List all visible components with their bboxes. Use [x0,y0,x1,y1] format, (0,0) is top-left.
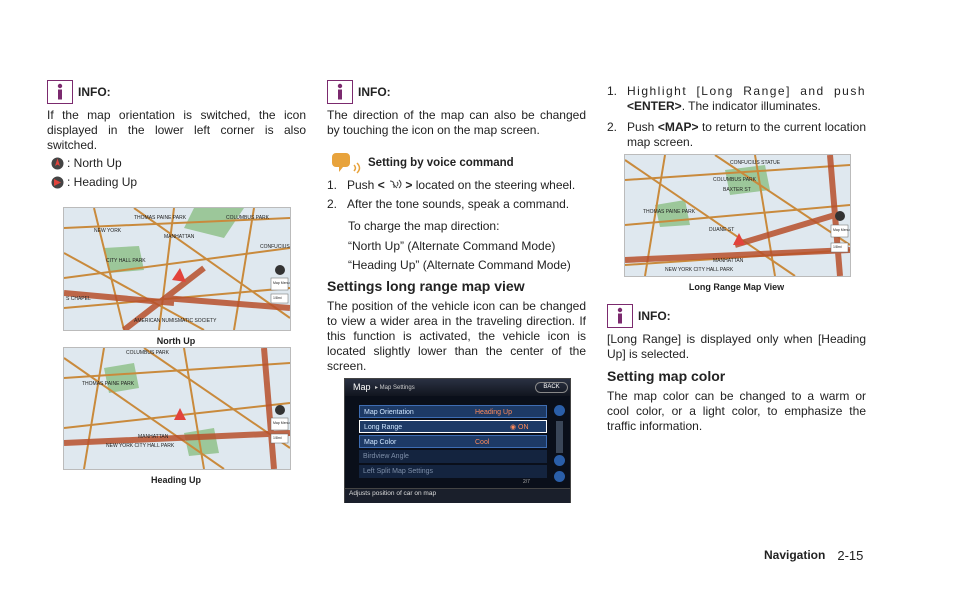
north-up-icon [50,157,65,170]
map-label: COLUMBUS PARK [226,215,269,221]
voice-commands [348,217,571,276]
map-label: NEW YORK [94,228,122,234]
voice-command-header [332,151,514,175]
info-icon [327,80,353,104]
map-label: MANHATTAN [164,234,195,240]
north-up-caption: North Up [156,336,196,346]
map-label: BAXTER ST [723,187,751,193]
north-up-map [63,207,291,331]
map-label: CITY HALL PARK [106,258,146,264]
screen-breadcrumb: ▸ Map Settings [375,385,415,391]
map-settings-screen [344,378,571,503]
command-north-up: “North Up” (Alternate Command Mode) [348,238,556,253]
info-label: INFO: [78,85,111,99]
scroll-down-button[interactable] [554,455,565,466]
info-text-2: The direction of the map can also be changed by touching the icon on the map screen. [327,108,586,137]
heading-up-label: : Heading Up [67,175,138,189]
info-header-3 [607,304,671,328]
map-label: THOMAS PAINE PARK [134,215,187,221]
page-indicator: 2/7 [523,479,530,485]
list-item: 2. After the tone sounds, speak a command. [327,197,570,211]
info-text-1: If the map orientation is switched, the icon displayed in the lower left corner is also switched. [47,108,306,152]
map-scale: 1/8mi [273,296,282,300]
map-label: CONFUCIUS [260,244,290,250]
menu-item-birdview-angle[interactable]: Birdview Angle [359,450,547,463]
north-up-label: : North Up [67,156,122,170]
map-label: NEW YORK CITY HALL PARK [106,443,175,449]
info-header-2 [327,80,391,104]
north-up-row [50,156,122,170]
info-text-3: [Long Range] is displayed only when [Heading Up] is selected. [607,332,866,361]
charge-text: To charge the map direction: [348,219,500,233]
map-label: MANHATTAN [138,434,169,440]
voice-command-title: Setting by voice command [368,157,514,169]
long-range-map [624,154,851,277]
map-menu-button[interactable]: Map Menu [833,228,850,232]
map-label: COLUMBUS PARK [713,177,756,183]
list-item: 2. Push <MAP> to return to the current location map screen. [607,120,866,149]
long-range-caption: Long Range Map View [688,282,785,292]
status-text: Adjusts position of car on map [349,490,437,497]
map-label: DUANE ST [709,227,735,233]
map-scale: 1/8mi [833,245,842,249]
section-title-map-color: Setting map color [607,368,726,384]
list-item: 1. Highlight [Long Range] and push <ENTER>. The indicator illuminates. [607,84,866,113]
long-range-steps [607,84,866,154]
footer-section: Navigation [764,548,826,562]
heading-up-row [50,175,137,189]
scrollbar[interactable] [556,421,563,453]
map-label: AMERICAN NUMISMATIC SOCIETY [134,318,217,324]
map-graphic [64,348,290,469]
map-menu-button[interactable]: Map Menu [273,421,290,425]
map-label: THOMAS PAINE PARK [82,381,135,387]
section-text-map-color: The map color can be changed to a warm or cool color, or a light color, to emphasize the traffic information. [607,389,866,433]
heading-up-map [63,347,291,470]
menu-item-map-orientation[interactable]: Map Orientation Heading Up [359,405,547,418]
heading-up-icon [50,176,65,189]
map-menu-button[interactable]: Map Menu [273,281,290,285]
heading-up-caption: Heading Up [150,475,201,485]
map-label: CONFUCIUS STATUE [730,160,781,166]
menu-item-map-color[interactable]: Map Color Cool [359,435,547,448]
info-icon [47,80,73,104]
map-label: MANHATTAN [713,258,744,264]
info-label: INFO: [638,309,671,323]
section-title-long-range: Settings long range map view [327,278,525,294]
map-scale: 1/8mi [273,436,282,440]
page-number: 2-15 [837,548,864,563]
scroll-up-button[interactable] [554,405,565,416]
command-heading-up: “Heading Up” (Alternate Command Mode) [348,258,571,272]
map-label: COLUMBUS PARK [126,350,169,356]
info-icon [607,304,633,328]
info-label: INFO: [358,85,391,99]
menu-item-left-split-map[interactable]: Left Split Map Settings [359,465,547,478]
info-header-1 [47,80,111,104]
talk-switch-icon [388,179,402,189]
map-graphic [64,208,290,330]
voice-steps [327,178,589,216]
menu-item-long-range[interactable]: Long Range ◉ ON [359,420,547,433]
map-label: NEW YORK CITY HALL PARK [665,267,734,273]
voice-command-icon [332,151,362,175]
page-footer [764,548,863,563]
back-button[interactable]: BACK [535,382,568,393]
map-label: S CHAPEL [66,296,91,302]
list-item: 1. Push < > located on the steering wheel. [327,178,576,192]
section-text-long-range: The position of the vehicle icon can be changed to view a wider area in the traveling direction. If this function is activated, the vehicle icon is located slightly lower than the center of the screen. [327,299,586,373]
page-down-button[interactable] [554,471,565,482]
map-label: THOMAS PAINE PARK [643,209,696,215]
screen-title: Map [353,382,371,392]
